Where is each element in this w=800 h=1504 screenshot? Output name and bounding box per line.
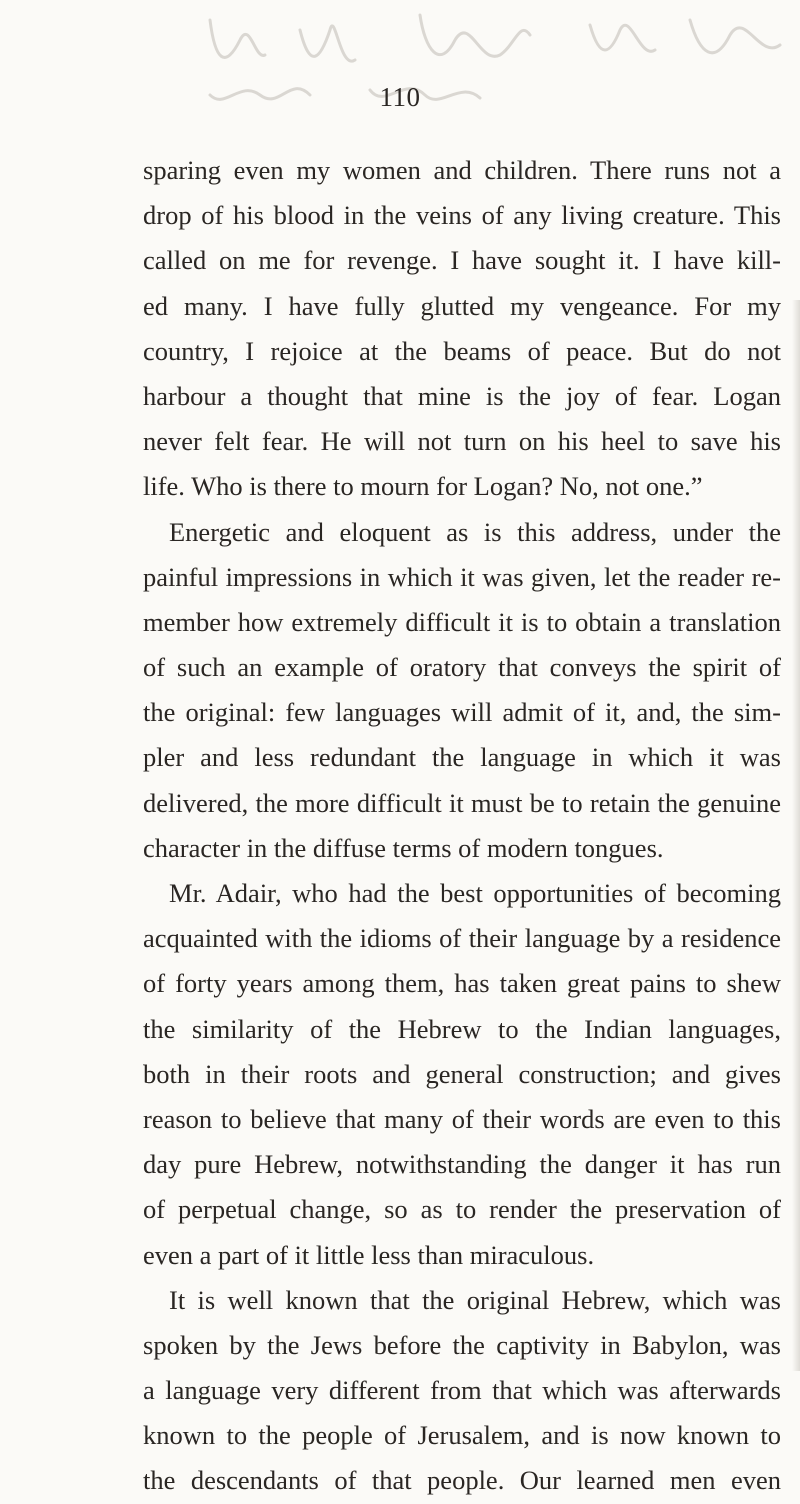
- text-line: reason to believe that many of their words are even to this: [143, 1103, 781, 1134]
- text-line: Energetic and eloquent as is this address, under the: [169, 516, 781, 547]
- text-line: character in the diffuse terms of modern tongues.: [143, 832, 664, 863]
- text-line: harbour a thought that mine is the joy of fear. Logan: [143, 380, 781, 411]
- text-line: sparing even my women and children. There runs not a: [143, 155, 781, 185]
- text-line: pler and less redundant the language in which it was: [143, 742, 781, 773]
- text-line: the similarity of the Hebrew to the Indian languages,: [143, 1013, 781, 1044]
- text-line: the descendants of that people. Our learned men even: [143, 1465, 781, 1496]
- page-edge-shadow: [792, 300, 800, 1371]
- text-line: Mr. Adair, who had the best opportunities of becoming: [169, 878, 781, 908]
- text-line: both in their roots and general construction; and gives: [143, 1058, 781, 1089]
- text-line: country, I rejoice at the beams of peace. But do not: [143, 335, 781, 366]
- text-line: member how extremely difficult it is to obtain a translation: [143, 606, 781, 637]
- text-line: drop of his blood in the veins of any living creature. This: [143, 200, 781, 231]
- text-line: called on me for revenge. I have sought it. I have kill-: [143, 245, 781, 276]
- text-line: delivered, the more difficult it must be to retain the genuine: [143, 787, 781, 818]
- page-number: 110: [379, 82, 421, 112]
- body-text: [143, 148, 781, 1504]
- text-line: day pure Hebrew, notwithstanding the danger it has run: [143, 1149, 781, 1180]
- text-line: of such an example of oratory that conveys the spirit of: [143, 652, 781, 683]
- text-line: known to the people of Jerusalem, and is now known to: [143, 1420, 781, 1451]
- text-line: spoken by the Jews before the captivity in Babylon, was: [143, 1329, 781, 1360]
- text-line: painful impressions in which it was given, let the reader re-: [143, 561, 781, 592]
- text-line: of forty years among them, has taken great pains to shew: [143, 968, 781, 999]
- text-line: ed many. I have fully glutted my vengeance. For my: [143, 290, 781, 321]
- text-line: a language very different from that which was afterwards: [143, 1375, 781, 1406]
- text-line: never felt fear. He will not turn on his heel to save his: [143, 426, 781, 457]
- text-line: the original: few languages will admit of it, and, the sim-: [143, 697, 781, 728]
- text-line: acquainted with the idioms of their language by a residence: [143, 923, 781, 954]
- text-line: even a part of it little less than miraculous.: [143, 1239, 595, 1270]
- text-line: It is well known that the original Hebrew, which was: [169, 1284, 781, 1315]
- text-line: life. Who is there to mourn for Logan? No, not one.”: [143, 471, 703, 502]
- text-line: of perpetual change, so as to render the preservation of: [143, 1194, 781, 1225]
